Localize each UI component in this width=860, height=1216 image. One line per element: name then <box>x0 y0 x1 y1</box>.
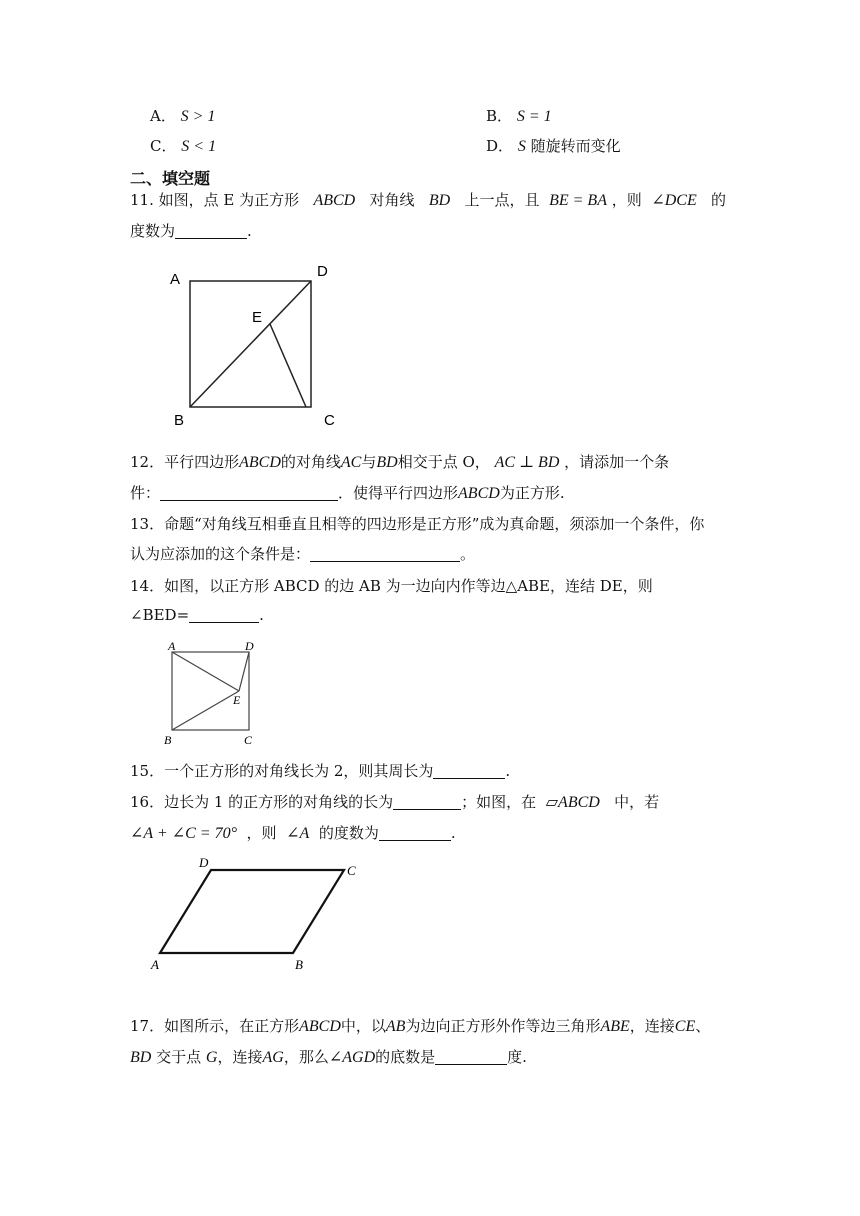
q11-math2: BD <box>428 192 451 209</box>
q16-math1: ▱ABCD <box>545 794 600 811</box>
section-title: 二、填空题 <box>130 169 211 188</box>
q14-line2 <box>130 606 264 624</box>
q17-line2 <box>130 1046 527 1067</box>
q12-line1 <box>130 451 669 472</box>
q16-text1: 16．边长为 1 的正方形的对角线的长为 <box>130 793 394 811</box>
q14-line2-text: ∠BED= <box>130 606 190 624</box>
q16-label-d: D <box>199 855 209 870</box>
q15-text: 15．一个正方形的对角线长为 2，则其周长为 <box>130 762 434 780</box>
q12-text1: 平行四边形 <box>164 453 240 471</box>
q16-parallelogram <box>160 870 344 953</box>
q16-answer-blank-1 <box>393 793 461 810</box>
q16-text3: 中，若 <box>614 793 660 811</box>
q11-line2-text: 度数为 <box>130 222 176 240</box>
q12-text5: ，请添加一个条 <box>564 453 670 471</box>
option-a-expr: S > 1 <box>180 108 216 125</box>
q17-text10: 度. <box>507 1048 527 1066</box>
option-c-label: C． <box>150 137 177 155</box>
q14-square <box>172 652 249 730</box>
q16-text2: ；如图，在 <box>461 793 537 811</box>
q12-math1: ABCD <box>239 454 281 471</box>
q12-math2: AC <box>340 454 362 471</box>
q17-line1 <box>130 1015 710 1036</box>
option-d <box>486 135 621 156</box>
q17-math2: AB <box>385 1018 406 1035</box>
option-b <box>486 105 552 126</box>
q15-line <box>130 760 510 781</box>
q11-text2: 对角线 <box>369 191 415 209</box>
q11-label-b: B <box>174 412 185 429</box>
q12-l2c: 为正方形. <box>499 484 565 502</box>
q11-num: 11. <box>130 191 154 209</box>
q11-label-c: C <box>324 412 335 429</box>
q14-figure <box>158 638 270 750</box>
q17-text3: 为边向正方形外作等边三角形 <box>405 1017 601 1035</box>
q16-math3: ∠A <box>286 825 310 842</box>
option-d-label: D． <box>486 137 514 155</box>
q11-line1 <box>130 189 726 210</box>
q17-text8: ，那么 <box>283 1048 329 1066</box>
q14-segment-ae <box>172 652 239 691</box>
q15-end: . <box>505 762 511 780</box>
q13-line1: 13．命题“对角线互相垂直且相等的四边形是正方形”成为真命题，须添加一个条件，你 <box>130 515 705 533</box>
q12-math3: BD <box>376 454 398 471</box>
q17-math3: ABE <box>600 1018 630 1035</box>
q17-text9: 的底数是 <box>375 1048 436 1066</box>
q16-label-a: A <box>151 957 159 972</box>
q13-answer-blank <box>310 545 460 562</box>
q12-math5: ABCD <box>458 485 500 502</box>
q12-num: 12． <box>130 453 165 471</box>
q14-label-c: C <box>244 733 253 747</box>
q14-answer-blank <box>189 606 259 623</box>
option-d-text: 随旋转而变化 <box>530 137 621 155</box>
q16-end: . <box>450 824 456 842</box>
option-d-var: S <box>517 138 526 155</box>
option-b-expr: S = 1 <box>516 108 552 125</box>
q16-figure <box>145 852 370 976</box>
q17-text6: 交于点 <box>156 1048 202 1066</box>
q14-end: . <box>259 606 264 624</box>
q16-text5: 的度数为 <box>318 824 379 842</box>
q14-label-b: B <box>164 733 172 747</box>
q12-l2a: 件： <box>130 484 161 502</box>
q17-text4: ，连接 <box>629 1017 675 1035</box>
q14-line1: 14．如图，以正方形 ABCD 的边 AB 为一边向内作等边△ABE，连结 DE，则 <box>130 577 653 595</box>
q17-answer-blank <box>435 1048 507 1065</box>
q14-label-e: E <box>233 693 241 707</box>
option-a-label: A． <box>150 107 176 125</box>
q11-figure <box>160 258 350 434</box>
q11-answer-blank <box>175 222 247 239</box>
q14-segment-be <box>172 691 239 730</box>
option-a <box>150 105 215 126</box>
q13-line2-text: 认为应添加的这个条件是： <box>130 545 311 563</box>
q14-segment-de <box>239 652 249 691</box>
option-c <box>150 135 216 156</box>
q17-math8: ∠AGD <box>328 1049 376 1066</box>
q11-text5: 的 <box>711 191 727 209</box>
q13-end: 。 <box>460 545 476 563</box>
q11-text3: 上一点，且 <box>464 191 540 209</box>
q11-end: . <box>247 222 252 240</box>
q12-math4: AC ⊥ BD <box>494 454 560 471</box>
q11-segment-ec <box>270 324 306 407</box>
q11-line2 <box>130 220 252 241</box>
q12-l2b: ．使得平行四边形 <box>338 484 459 502</box>
q11-text4: ，则 <box>611 191 642 209</box>
q17-math5: BD <box>130 1049 152 1066</box>
q17-math4: CE <box>674 1018 696 1035</box>
q11-math1: ABCD <box>313 192 356 209</box>
q16-text4: ，则 <box>246 824 277 842</box>
q16-math2: ∠A + ∠C = 70° <box>130 825 237 842</box>
q11-label-e: E <box>252 309 263 326</box>
q16-answer-blank-2 <box>379 824 451 841</box>
q17-text1: 17．如图所示，在正方形 <box>130 1017 300 1035</box>
q12-answer-blank <box>160 484 338 501</box>
q16-line1 <box>130 791 659 812</box>
q12-text2: 的对角线 <box>280 453 341 471</box>
q15-answer-blank <box>433 762 505 779</box>
q12-text3: 与 <box>361 453 377 471</box>
q11-math3: BE = BA <box>549 192 607 209</box>
q16-label-c: C <box>347 863 356 878</box>
q12-line2 <box>130 482 565 503</box>
q14-label-a: A <box>168 639 176 653</box>
q17-math7: AG <box>262 1049 284 1066</box>
q16-label-b: B <box>295 957 303 972</box>
q11-label-d: D <box>317 263 328 280</box>
q14-label-d: D <box>245 639 254 653</box>
q16-line2 <box>130 822 456 843</box>
q12-text4: 相交于点 O， <box>397 453 490 471</box>
q17-math1: ABCD <box>299 1018 341 1035</box>
q11-label-a: A <box>170 271 181 288</box>
q11-diagonal-bd <box>190 281 311 407</box>
q17-math6: G <box>205 1049 218 1066</box>
q17-text7: ，连接 <box>217 1048 263 1066</box>
q13-line2 <box>130 543 475 564</box>
option-c-expr: S < 1 <box>181 138 217 155</box>
q11-text1: 如图，点 E 为正方形 <box>158 191 300 209</box>
q17-text2: 中，以 <box>340 1017 386 1035</box>
option-b-label: B． <box>486 107 513 125</box>
q11-math4: ∠DCE <box>651 192 697 209</box>
q17-text5: 、 <box>695 1017 711 1035</box>
